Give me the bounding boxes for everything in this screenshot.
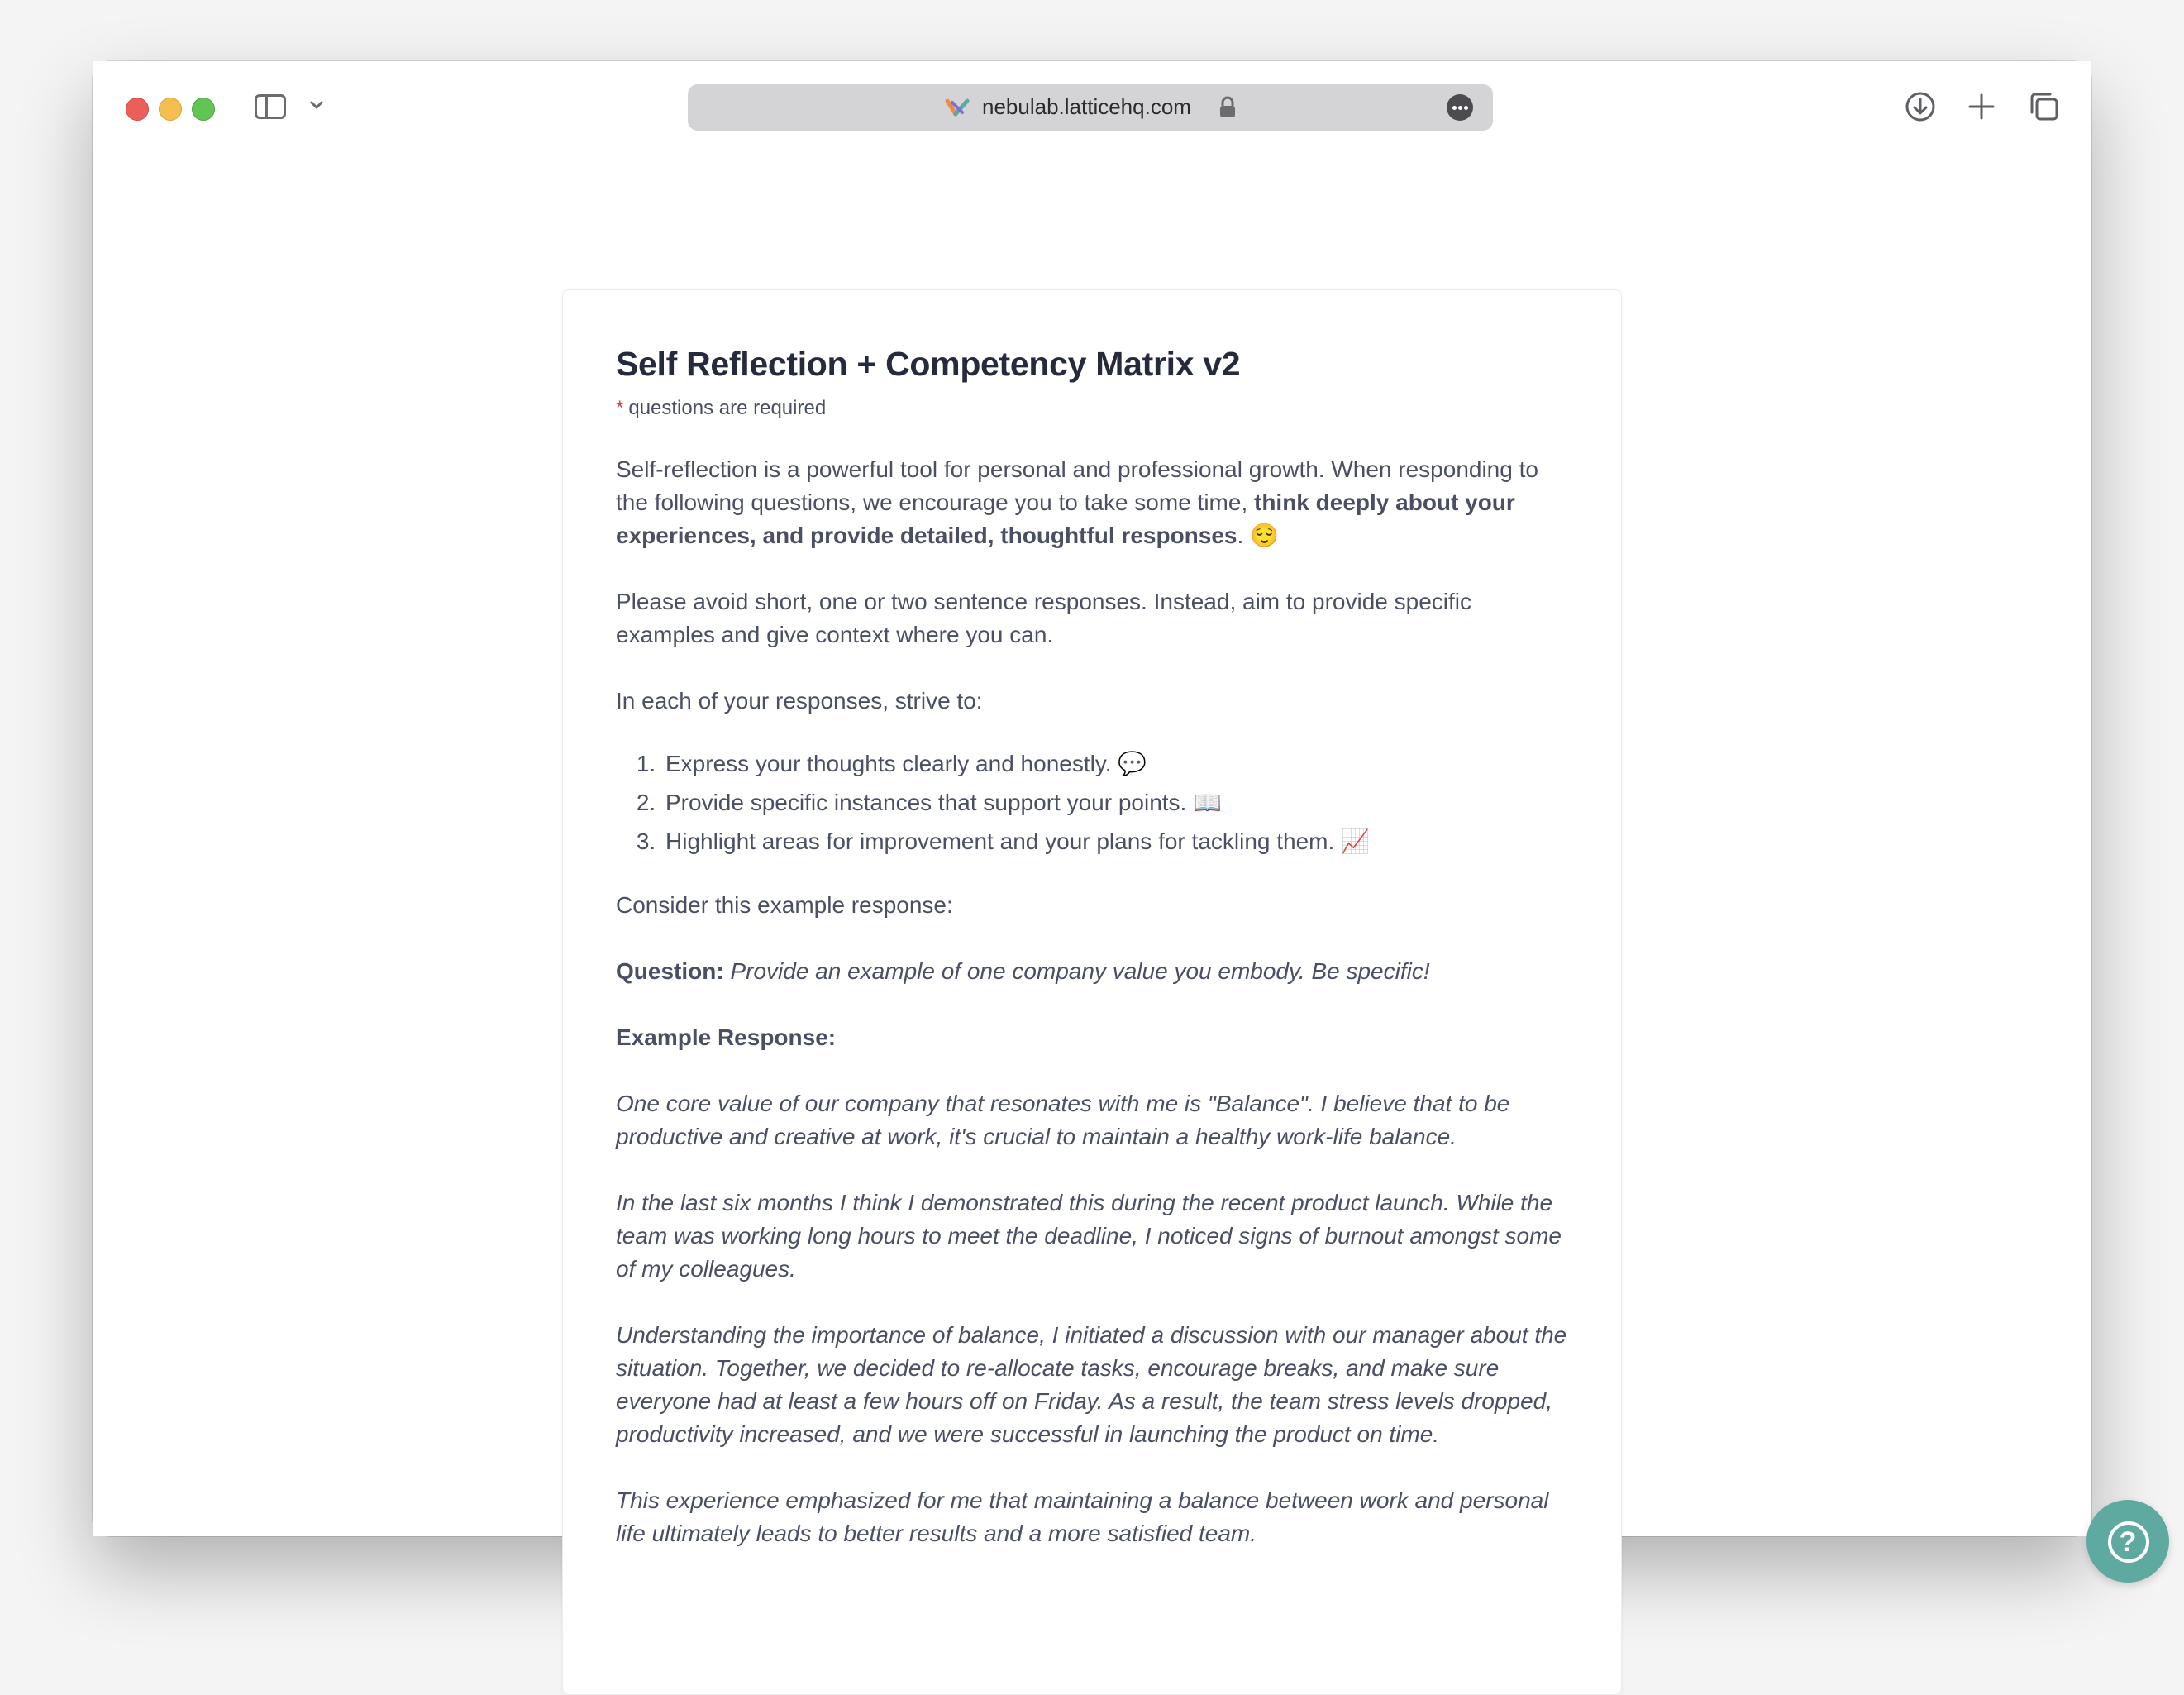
example-paragraph-2: In the last six months I think I demonstrated this during the recent product launch. While the team was working long hours to meet the deadline, I noticed signs of burnout amongst some of my colleagues. — [616, 1190, 1562, 1282]
url-text: nebulab.latticehq.com — [982, 94, 1191, 119]
download-icon[interactable] — [1903, 89, 1938, 124]
form-title: Self Reflection + Competency Matrix v2 — [616, 345, 1241, 383]
review-form-card — [562, 289, 1622, 1695]
example-response-label: Example Response: — [616, 1024, 837, 1050]
page-content — [93, 150, 2091, 1546]
tab-overview-icon[interactable] — [2027, 89, 2062, 124]
lock-icon — [1218, 96, 1237, 119]
close-window-button[interactable] — [126, 98, 149, 121]
help-glyph: ? — [2119, 1526, 2137, 1558]
required-star: * — [616, 397, 624, 419]
new-tab-icon[interactable] — [1964, 89, 1999, 124]
help-button[interactable] — [2086, 1500, 2169, 1583]
sidebar-toggle-icon[interactable] — [255, 94, 286, 119]
guideline-list — [616, 744, 1575, 861]
list-item: 3. Highlight areas for improvement and your plans for tackling them. 📈 — [662, 822, 1575, 861]
example-question: Question: Provide an example of one company value you embody. Be specific! — [616, 958, 1430, 984]
list-item: 2. Provide specific instances that support your points. 📖 — [662, 783, 1575, 822]
example-paragraph-1: One core value of our company that resonates with me is "Balance". I believe that to be productive and creative at work, it's crucial to maintain a healthy work-life balance. — [616, 1091, 1510, 1149]
address-bar[interactable] — [688, 84, 1493, 131]
zoom-window-button[interactable] — [192, 98, 215, 121]
browser-toolbar — [93, 61, 2091, 150]
instructions — [616, 453, 1575, 1550]
list-item: 1. Express your thoughts clearly and honestly. 💬 — [662, 744, 1575, 783]
minimize-window-button[interactable] — [159, 98, 182, 121]
example-paragraph-3: Understanding the importance of balance, I initiated a discussion with our manager about the situation. Together, we decided to re-allocate tasks, encourage breaks, and make sure everyone had at least a few hours off on Friday. As a result, the team stress levels dropped, productivity increased, and we were successful in launching the product on time. — [616, 1322, 1567, 1447]
required-note — [616, 397, 1575, 420]
more-options-icon[interactable] — [1447, 94, 1473, 121]
example-paragraph-4: This experience emphasized for me that maintaining a balance between work and personal life ultimately leads to better results and a more satisfied team. — [616, 1487, 1549, 1546]
intro-paragraph-3: In each of your responses, strive to: — [616, 688, 983, 714]
required-note-text: questions are required — [628, 397, 827, 419]
intro-paragraph-1: Self-reflection is a powerful tool for personal and professional growth. When responding to the following questions, we encourage you to take some time, think deeply about your experiences, and provide detailed, thoughtful responses. 😌 — [616, 456, 1538, 548]
consider-text: Consider this example response: — [616, 892, 953, 918]
intro-paragraph-2: Please avoid short, one or two sentence responses. Instead, aim to provide specific examples and give context where you can. — [616, 589, 1472, 647]
chevron-down-icon[interactable] — [304, 93, 329, 117]
lattice-logo-icon — [944, 96, 970, 119]
browser-window — [93, 61, 2137, 1558]
